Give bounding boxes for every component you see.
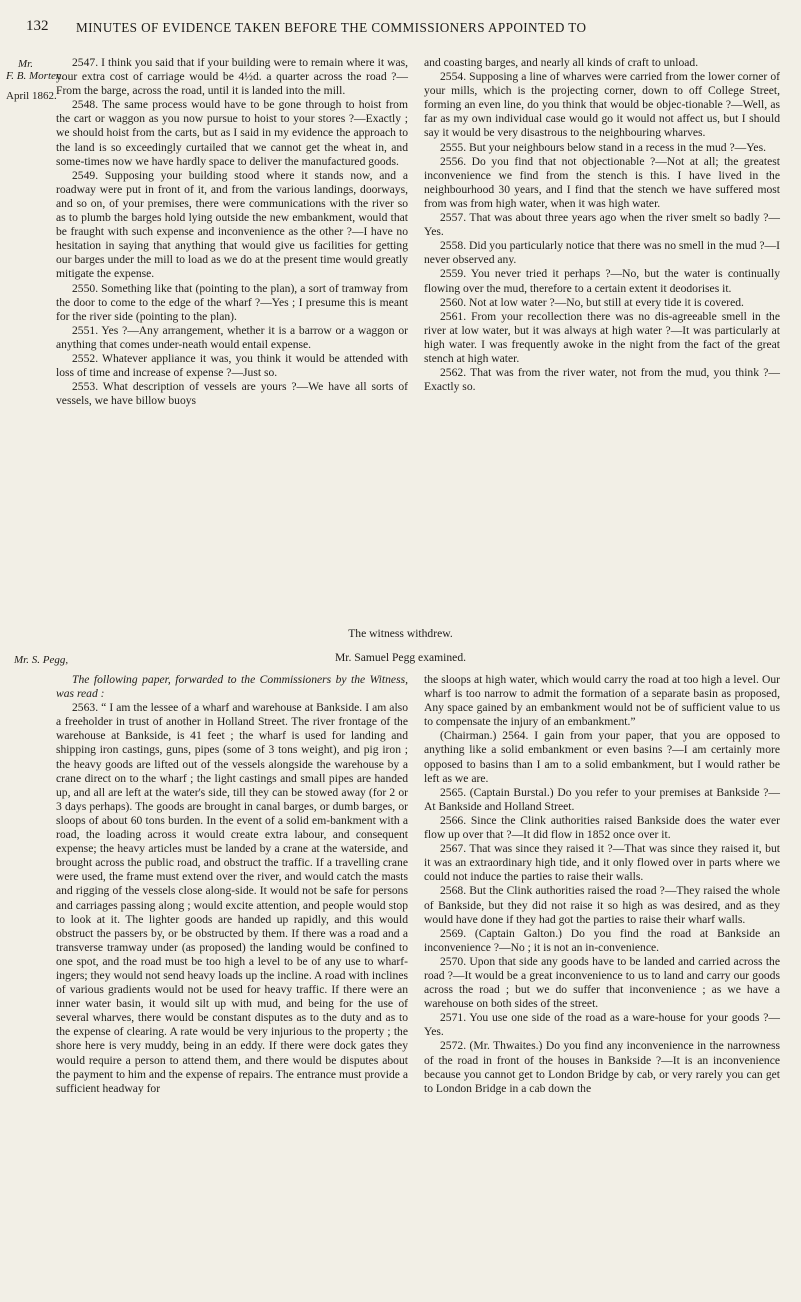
paragraph: 2562. That was from the river water, not from the mud, you think ?—Exactly so. [424, 366, 780, 394]
examination-heading: Mr. Samuel Pegg examined. [334, 651, 467, 664]
page-header [0, 18, 801, 40]
paragraph: 2572. (Mr. Thwaites.) Do you find any inconvenience in the narrowness of the road in front of the houses in Bankside ?—It is an inconvenience because you cannot get to London Bridge by cab, or very rarely you can get to London Bridge in a cab down the [424, 1039, 780, 1095]
paragraph: 2555. But your neighbours below stand in a recess in the mud ?—Yes. [440, 140, 766, 154]
paragraph: 2549. Supposing your building stood where it stands now, and a roadway were put in front of it, and from the various landings, doorways, and so on, of your premises, there were communications with the river so as to plumb the barges hold lying outside the new embankment, would that be fraught with such expense and inconvenience as the other ?—I have no hesitation in saying that anything that would give us facilities for getting our barges under the mill to load as we do at the present time would greatly mitigate the expense. [56, 168, 408, 281]
paper-intro: The following paper, forwarded to the Commissioners by the Witness, was read : [56, 673, 408, 701]
paragraph: 2563. “ I am the lessee of a wharf and warehouse at Bankside. I am also a freeholder in trust of another in Holland Street. The river frontage of the warehouse at Bankside, is 41 feet ; the wharf is used for landing and shipping iron castings, guns, pipes (some of 3 tons weight), and pig iron ; the heavy goods are lifted out of the vessels alongside the warehouse by a crane direct on to the wharf ; the light castings and small pipes are handed up, and all are left at the water's side, till they can be stowed away (for 2 or 3 days perhaps). The goods are brought in canal barges, or dumb barges, or sloops of about 60 tons burden. In the event of a solid em-bankment with a road, the loading across it would create extra labour, and consequent expense; the heavy articles must be landed by a crane at the waterside, and brought across the public road, and obstruct the traffic. If a travelling crane were used, the frame must extend over the river, and would catch the masts and rigging of the vessels close along-side. It would not be safe for persons and carriages passing along ; would excite attention, and people would stop to look at it. The lighter goods are handed up rapidly, and this would obstruct the passers by, or be obstructed by them. If there was a road and a transverse tramway under (as proposed) the landing would be confined to one spot, and the road must be too high a level to be of any use to wharf-ingers; they would not send heavy loads up the incline. A road with inclines of various gradients would not be used for heavy traffic. If there were an inner water basin, it would silt up with mud, and being for the use of several wharves, there would be constant disputes as to the duty and as to the expense of clearing. A rate would be very injurious to the property ; the shore here is very muddy, being in an eddy. If there were dock gates they would require a person to attend them, and there would be disputes about the payment to him and the expense of repairs. The entrance must provide a sufficient headway for [56, 701, 408, 1095]
paragraph: 2552. Whatever appliance it was, you think it would be attended with loss of time and increase of expense ?—Just so. [56, 351, 408, 380]
page-number: 132 [26, 18, 49, 34]
paragraph: 2554. Supposing a line of wharves were carried from the lower corner of your mills, which is the projecting corner, down to off College Street, forming an even line, do you think that would be objec-tionable ?—Well, as far as my own individual case would go it would not affect us, but I should say it would be very disastrous to the neighbouring wharves. [424, 70, 780, 140]
paragraph: 2565. (Captain Burstal.) Do you refer to your premises at Bankside ?—At Bankside and Holland Street. [424, 785, 780, 813]
paragraph: 2548. The same process would have to be gone through to hoist from the cart or waggon as you now pursue to hoist to your stores ?—Exactly ; we should hoist from the carts, but as I said in my evidence the approach to the land is so exceedingly curtailed that we cannot get the wheat in, and some-times now we have hardly space to deliver the manufactured goods. [56, 98, 408, 168]
paragraph: 2567. That was since they raised it ?—That was since they raised it, but it was an extraordinary high tide, and it only flowed over in parts where we could not induce the parties to raise their walls. [424, 842, 780, 884]
margin-witness-two: Mr. S. Pegg, [14, 654, 69, 666]
paragraph: 2566. Since the Clink authorities raised Bankside does the water ever flow up over that ?—It did flow in 1852 once over it. [424, 813, 780, 842]
margin-date: April 1862. [6, 90, 57, 102]
paragraph: 2547. I think you said that if your building were to remain where it was, your extra cost of carriage would be 4½d. a quarter across the road ?—From the barge, across the road, until it is landed into the mill. [56, 56, 408, 98]
margin-witness-name: F. B. Morten. [6, 70, 65, 82]
paragraph: 2556. Do you find that not objectionable ?—Not at all; the greatest inconvenience we find from the stench is this. I have lived in the neighbourhood 30 years, and I find that the stench we have suffered most from was from high water, when it was high water. [424, 154, 780, 210]
paragraph: 2550. Something like that (pointing to the plan), a sort of tramway from the door to come to the edge of the wharf ?—Yes ; I presume this is meant for the river side (pointing to the plan). [56, 281, 408, 323]
section-two-right-column [424, 673, 780, 1096]
paragraph: the sloops at high water, which would carry the road at too high a level. Our wharf is too narrow to admit the formation of a separate basin as proposed, Any space gained by an embankment would not be of sufficient value to us to compensate the injury of an embankment.” [424, 673, 780, 729]
section-one-right-column [424, 56, 780, 394]
paragraph: 2560. Not at low water ?—No, but still at every tide it is covered. [440, 295, 744, 309]
paragraph: 2568. But the Clink authorities raised the road ?—They raised the whole of Bankside, but they did not raise it so high as was desired, and as they would have done if they had got the parties to raise their wharf walls. [424, 884, 780, 926]
section-one-left-column [56, 56, 408, 408]
paragraph: 2557. That was about three years ago when the river smelt so badly ?—Yes. [424, 211, 780, 239]
paragraph: 2551. Yes ?—Any arrangement, whether it is a barrow or a waggon or anything that comes under-neath would entail expense. [56, 323, 408, 351]
paragraph: 2559. You never tried it perhaps ?—No, but the water is continually flowing over the mud, therefore to a certain extent it deodorises it. [424, 267, 780, 295]
paragraph: 2558. Did you particularly notice that there was no smell in the mud ?—I never observed any. [424, 239, 781, 267]
paragraph: 2571. You use one side of the road as a ware-house for your goods ?—Yes. [424, 1011, 780, 1039]
margin-witness-title: Mr. [18, 58, 33, 70]
paragraph: 2570. Upon that side any goods have to be landed and carried across the road ?—It would be a great inconvenience to us to land and carry our goods across the road ; but we do suffer that inconvenience ; as we have a warehouse on both sides of the street. [424, 954, 780, 1011]
witness-withdrew: The witness withdrew. [348, 627, 453, 640]
section-two-left-column [56, 673, 408, 1096]
paragraph: 2569. (Captain Galton.) Do you find the road at Bankside an inconvenience ?—No ; it is not an in-convenience. [424, 926, 780, 954]
paragraph: and coasting barges, and nearly all kinds of craft to unload. [424, 56, 699, 69]
paragraph: (Chairman.) 2564. I gain from your paper, that you are opposed to anything like a solid embankment or even basins ?—I am certainly more opposed to basins than I am to a solid embankment, but I would rather be left as we are. [424, 729, 780, 785]
paragraph: 2561. From your recollection there was no dis-agreeable smell in the river at low water, but it was always at high water ?—It was particularly at high water. I was frequently awoke in the night from the fact of the great stench at high water. [424, 309, 780, 365]
running-title: MINUTES OF EVIDENCE TAKEN BEFORE THE COMMISSIONERS APPOINTED TO [76, 20, 587, 35]
paragraph: 2553. What description of vessels are yours ?—We have all sorts of vessels, we have billow buoys [56, 380, 408, 408]
